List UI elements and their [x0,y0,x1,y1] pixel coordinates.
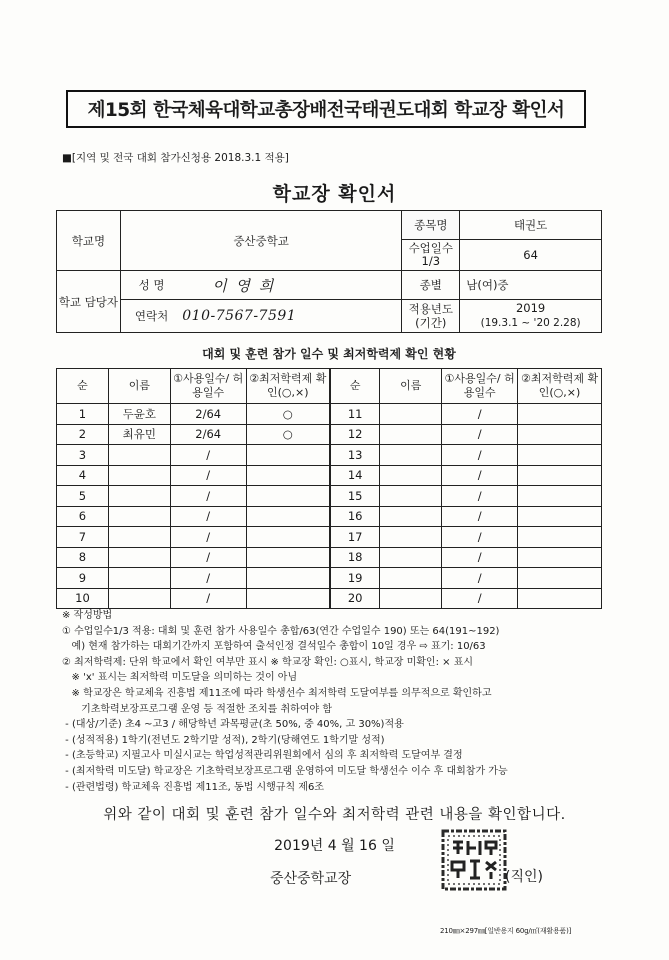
grade-check [246,527,330,548]
student-name: 두윤호 [108,404,170,425]
note-line: ① 수업일수1/3 적용: 대회 및 훈련 참가 사용일수 총합/63(연간 수업일수 190) 또는 64(191~192) [62,625,500,637]
row-number: 20 [330,588,380,609]
table-row [57,424,602,445]
row-number: 11 [330,404,380,425]
col-header-days: ①사용일수/ 허용일수 [442,369,518,404]
days-ratio: / [442,486,518,507]
row-number: 7 [57,527,109,548]
note-line: 예) 현재 참가하는 대회기간까지 포함하여 출석인정 결석일수 총합이 10일 경우 ⇨ 표기: 10/63 [62,641,486,653]
issue-date: 2019년 4 월 16 일 [274,838,395,854]
grade-check [518,486,602,507]
note-line: ② 최저학력제: 단위 학교에서 확인 여부만 표시 ※ 학교장 확인: ○표시, 학교장 미확인: × 표시 [62,656,474,668]
event-label: 종목명 [402,211,460,240]
paper-spec-footer: 210㎜×297㎜[일반용지 60g/㎡(재활용품)] [440,927,572,935]
days-ratio: / [442,465,518,486]
document-title: 학교장 확인서 [272,183,397,205]
days-ratio: / [442,588,518,609]
grade-check [246,486,330,507]
school-name: 중산중학교 [120,211,401,271]
event-value: 태권도 [460,211,602,240]
seal-suffix: (직인) [505,869,543,885]
table-row [57,445,602,466]
participation-table [56,368,602,609]
row-number: 19 [330,568,380,589]
student-name [108,527,170,548]
col-header-no: 순 [57,369,109,404]
days-ratio: / [442,424,518,445]
grade-check [518,404,602,425]
table-row [57,527,602,548]
row-number: 18 [330,547,380,568]
subheader: ■[지역 및 전국 대회 참가신청용 2018.3.1 적용] [62,152,289,164]
contact-value: 010-7567-7591 [182,300,402,333]
row-number: 10 [57,588,109,609]
col-header-check: ②최저학력제 확인(○,×) [246,369,330,404]
student-name [380,588,442,609]
grade-check: ○ [246,404,330,425]
grade-check [518,506,602,527]
student-name [380,445,442,466]
grade-check: ○ [246,424,330,445]
col-header-name: 이름 [108,369,170,404]
days-ratio: / [170,486,246,507]
school-label: 학교명 [57,211,121,271]
row-number: 6 [57,506,109,527]
manager-name: 이 영 희 [182,271,402,300]
grade-check [246,445,330,466]
student-name [380,547,442,568]
col-header-check: ②최저학력제 확인(○,×) [518,369,602,404]
grade-check [246,568,330,589]
note-line: ※ 'x' 표시는 최저학력 미도달을 의미하는 것이 아님 [62,672,298,684]
days-ratio: / [442,547,518,568]
grade-check [246,588,330,609]
student-name [380,424,442,445]
contact-label: 연락처 [120,300,182,333]
confirmation-text: 위와 같이 대회 및 훈련 참가 일수와 최저학력 관련 내용을 확인합니다. [103,807,566,823]
year-label: 적용년도 (기간) [402,300,460,333]
grade-check [518,588,602,609]
student-name [108,465,170,486]
grade-check [518,465,602,486]
grade-check [246,465,330,486]
header-title: 제15회 한국체육대학교총장배전국태권도대회 학교장 확인서 [87,100,565,121]
student-name [108,588,170,609]
grade-check [518,527,602,548]
note-line: ※ 학교장은 학교체육 진흥법 제11조에 따라 학생선수 최저학력 도달여부를 의무적으로 확인하고 [62,687,492,699]
days-ratio: / [170,527,246,548]
student-name [380,404,442,425]
student-name [108,547,170,568]
student-name [108,568,170,589]
table-row [57,404,602,425]
student-name [380,465,442,486]
gender-label: 종별 [402,271,460,300]
col-header-name: 이름 [380,369,442,404]
days-ratio: / [442,527,518,548]
grade-check [518,547,602,568]
days-ratio: / [170,506,246,527]
days-ratio: / [442,506,518,527]
name-label: 성 명 [120,271,182,300]
note-line: - (성적적용) 1학기(전년도 2학기말 성적), 2학기(당해연도 1학기말 성적) [62,734,385,746]
principal-title: 중산중학교장 [270,871,352,887]
grade-check [246,506,330,527]
days-ratio: / [170,547,246,568]
note-line: ※ 작성방법 [62,610,113,621]
days-ratio: / [170,588,246,609]
row-number: 4 [57,465,109,486]
table-row [57,465,602,486]
row-number: 1 [57,404,109,425]
days-ratio: 2/64 [170,424,246,445]
note-line: - (관련법령) 학교체육 진흥법 제11조, 동법 시행규칙 제6조 [62,781,324,793]
student-name [380,568,442,589]
school-info-table [56,210,602,333]
row-number: 3 [57,445,109,466]
note-line: - (대상/기준) 초4 ~고3 / 해당학년 과목평균(초 50%, 중 40%, 고 30%)적용 [62,719,404,731]
grade-check [518,445,602,466]
row-number: 12 [330,424,380,445]
student-name [108,486,170,507]
row-number: 9 [57,568,109,589]
table-row [57,588,602,609]
col-header-no: 순 [330,369,380,404]
row-number: 5 [57,486,109,507]
days-ratio: / [442,568,518,589]
note-line: - (초등학교) 지필고사 미실시교는 학업성적관리위원회에서 심의 후 최저학력 도달여부 결정 [62,750,463,762]
year-cell [460,300,602,333]
section-title: 대회 및 훈련 참가 일수 및 최저학력제 확인 현황 [202,347,456,361]
table-row [57,506,602,527]
days-ratio: / [170,445,246,466]
grade-check [518,424,602,445]
days-ratio: / [442,445,518,466]
row-number: 2 [57,424,109,445]
table-row [57,547,602,568]
year-range: (19.3.1 ~ '20 2.28) [480,317,581,329]
row-number: 16 [330,506,380,527]
table-row [57,486,602,507]
grade-check [518,568,602,589]
days-ratio: / [170,465,246,486]
row-number: 13 [330,445,380,466]
student-name [108,445,170,466]
row-number: 17 [330,527,380,548]
days-ratio: / [170,568,246,589]
header-title-box [66,90,586,128]
days-ratio: / [442,404,518,425]
row-number: 15 [330,486,380,507]
gender-value: 남(여)중 [460,271,602,300]
col-header-days: ①사용일수/ 허용일수 [170,369,246,404]
grade-check [246,547,330,568]
student-name: 최유민 [108,424,170,445]
row-number: 14 [330,465,380,486]
student-name [380,486,442,507]
table-row [57,568,602,589]
days-label: 수업일수 1/3 [402,240,460,271]
student-name [380,527,442,548]
year-value: 2019 [515,301,546,315]
note-line: - (최저학력 미도달) 학교장은 기초학력보장프로그램 운영하여 미도달 학생선수 이수 후 대회참가 가능 [62,765,508,777]
days-value: 64 [460,240,602,271]
school-seal-icon [440,828,508,892]
days-ratio: 2/64 [170,404,246,425]
student-name [380,506,442,527]
student-name [108,506,170,527]
writing-guide-notes [62,608,642,795]
manager-label: 학교 담당자 [57,271,121,333]
row-number: 8 [57,547,109,568]
note-line: 기초학력보장프로그램 운영 등 적절한 조치를 취하여야 함 [62,703,332,715]
